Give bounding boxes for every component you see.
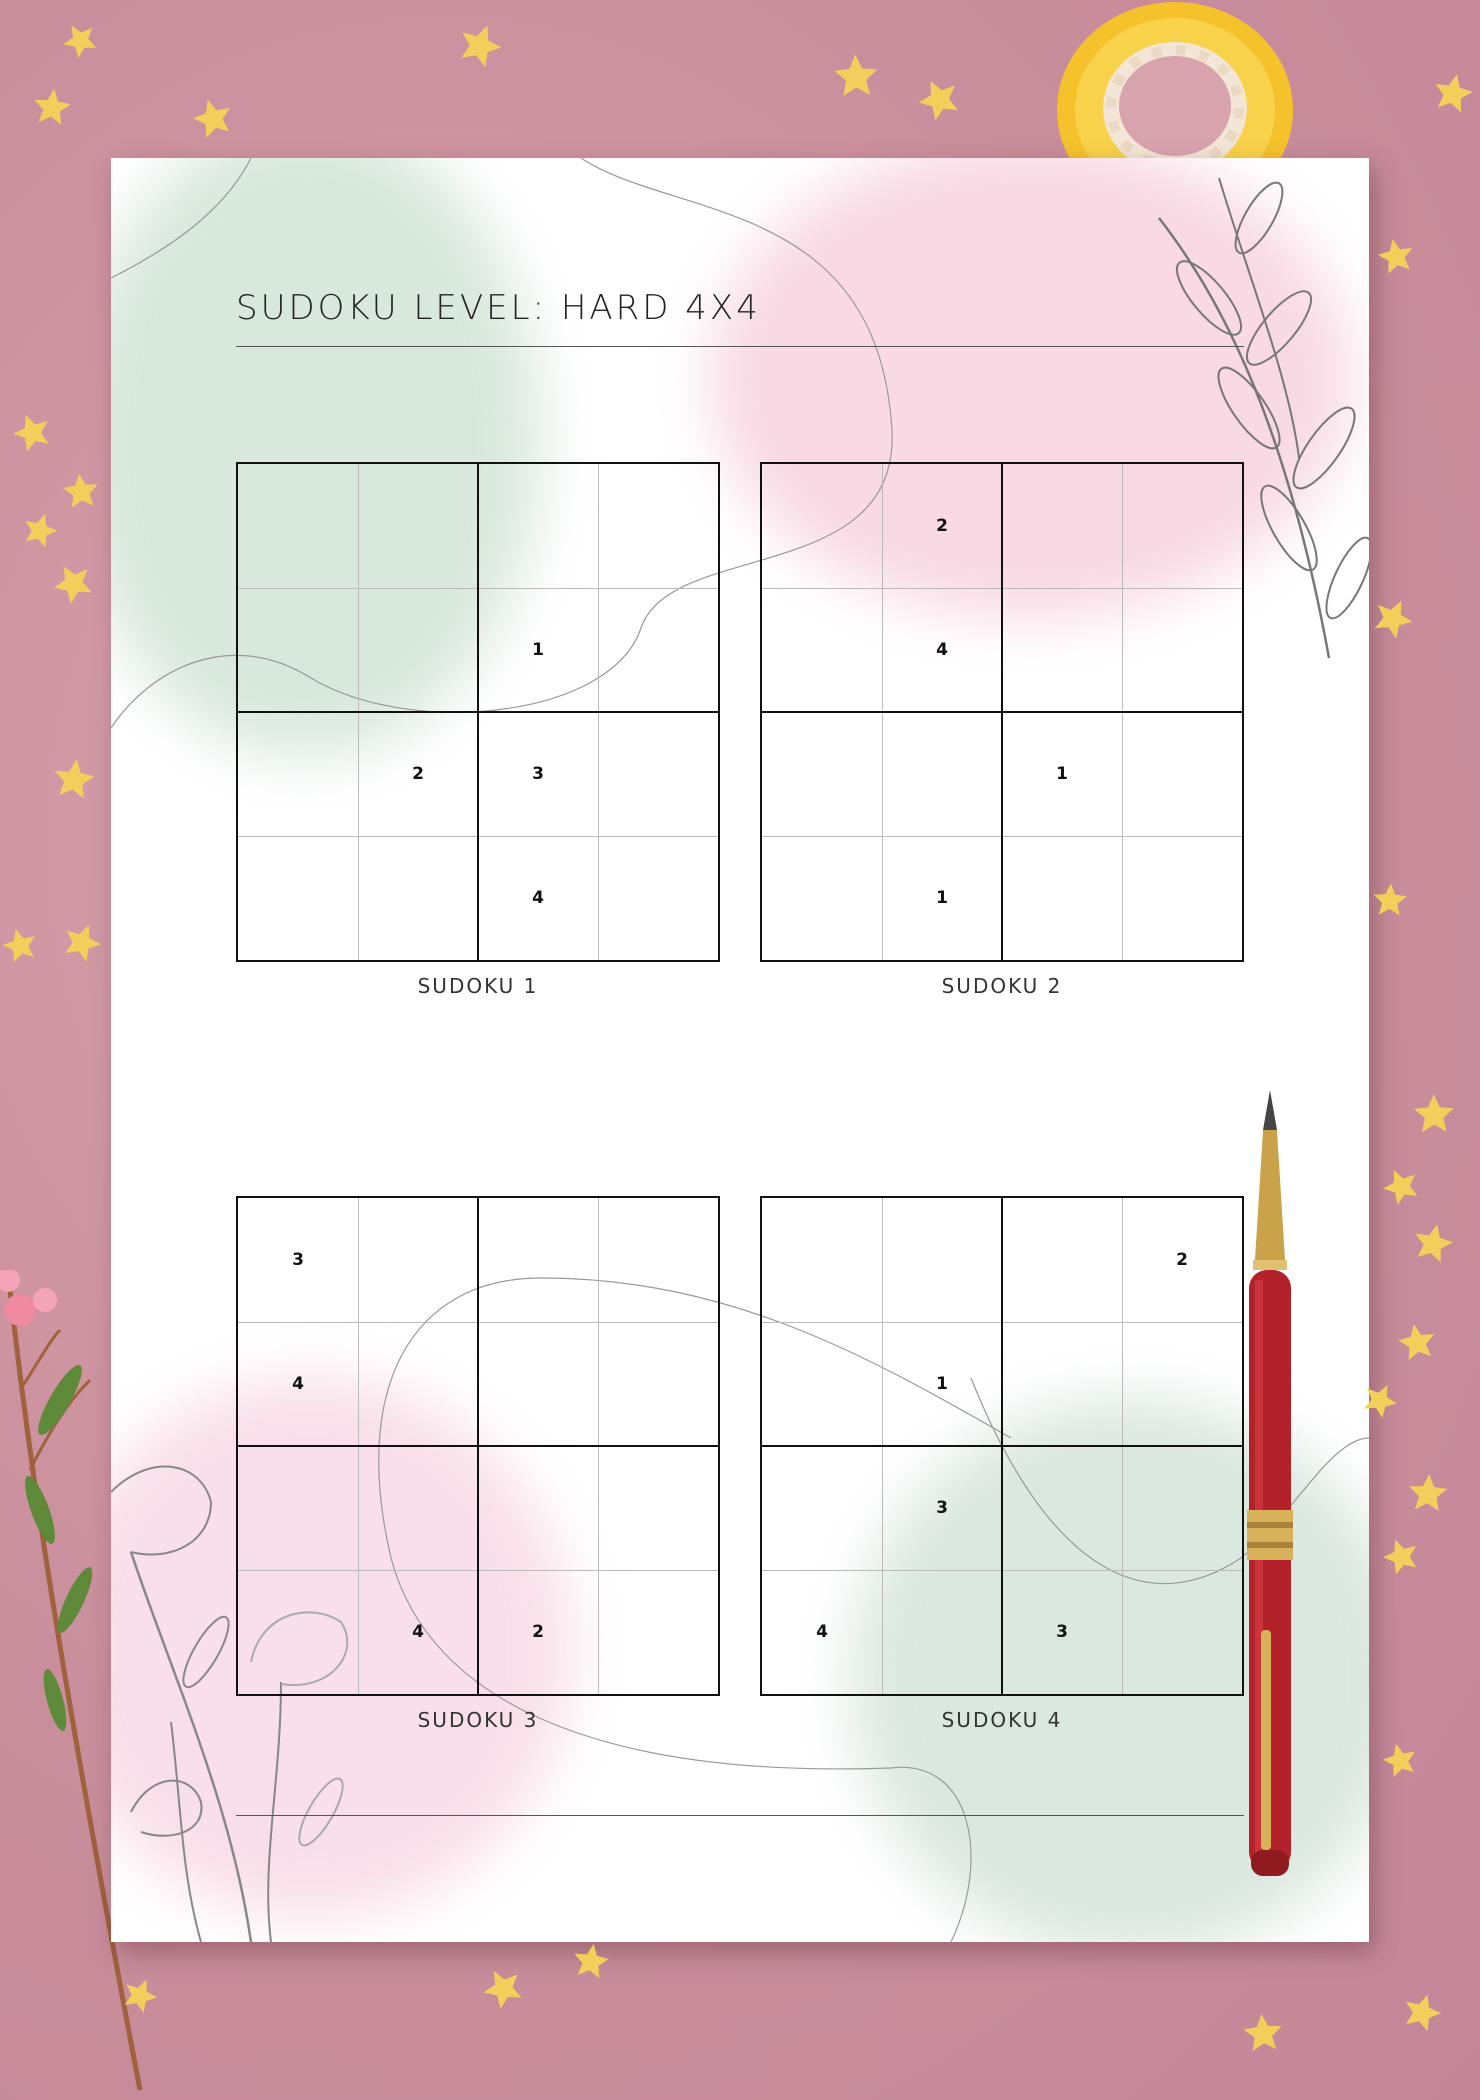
- bottom-rule: [236, 1815, 1244, 1816]
- sudoku-cell[interactable]: [598, 1198, 718, 1322]
- sudoku-cell[interactable]: [598, 464, 718, 588]
- sudoku-cell[interactable]: 3: [532, 764, 544, 784]
- sudoku-cell[interactable]: [1002, 1198, 1122, 1322]
- sudoku-cell[interactable]: [358, 836, 478, 960]
- star-icon: [27, 82, 76, 131]
- star-icon: [1376, 1736, 1424, 1784]
- star-icon: [4, 404, 60, 460]
- sudoku-cell[interactable]: [762, 1446, 882, 1570]
- sudoku-cell[interactable]: [478, 1322, 598, 1446]
- star-icon: [1410, 1090, 1459, 1139]
- sudoku-cell[interactable]: [1002, 1322, 1122, 1446]
- sudoku-cell[interactable]: [1002, 1446, 1122, 1570]
- sudoku-cell[interactable]: [1122, 712, 1242, 836]
- sudoku-cell[interactable]: [1122, 1570, 1242, 1694]
- page-title: SUDOKU LEVEL: HARD 4X4: [236, 288, 761, 328]
- sudoku-cell[interactable]: [238, 712, 358, 836]
- star-icon: [15, 505, 65, 555]
- sudoku-cell[interactable]: [762, 464, 882, 588]
- sudoku-cell[interactable]: 4: [816, 1622, 828, 1642]
- sudoku-cell[interactable]: 4: [936, 640, 948, 660]
- star-icon: [1238, 2008, 1288, 2058]
- sudoku-cell[interactable]: 4: [532, 888, 544, 908]
- sudoku-cell[interactable]: [1122, 1322, 1242, 1446]
- sudoku-caption: SUDOKU 2: [941, 974, 1063, 998]
- star-icon: [448, 13, 513, 78]
- sudoku-cell[interactable]: [358, 1322, 478, 1446]
- star-icon: [1373, 1158, 1428, 1213]
- star-icon: [1426, 66, 1480, 121]
- sudoku-grid-4: [760, 1196, 1244, 1696]
- sudoku-cell[interactable]: 2: [936, 516, 948, 536]
- sudoku-cell[interactable]: [762, 712, 882, 836]
- sudoku-cell[interactable]: [882, 1570, 1002, 1694]
- sudoku-cell[interactable]: 2: [532, 1622, 544, 1642]
- sudoku-cell[interactable]: 2: [1176, 1250, 1188, 1270]
- sudoku-cell[interactable]: [598, 712, 718, 836]
- sudoku-grid-2: [760, 462, 1244, 962]
- sudoku-cell[interactable]: [358, 464, 478, 588]
- sudoku-cell[interactable]: [598, 1570, 718, 1694]
- sudoku-cell[interactable]: [598, 836, 718, 960]
- pen-icon: [1235, 1090, 1305, 1880]
- sudoku-cell[interactable]: 1: [936, 1374, 948, 1394]
- sudoku-cell[interactable]: [238, 464, 358, 588]
- sudoku-cell[interactable]: [1122, 588, 1242, 712]
- star-icon: [1362, 587, 1424, 649]
- sudoku-cell[interactable]: 2: [412, 764, 424, 784]
- star-icon: [53, 13, 108, 68]
- star-icon: [42, 552, 105, 615]
- sudoku-caption: SUDOKU 1: [417, 974, 539, 998]
- sudoku-cell[interactable]: [478, 464, 598, 588]
- sudoku-cell[interactable]: [358, 1198, 478, 1322]
- title-underline: [236, 346, 1244, 347]
- sudoku-cell[interactable]: 3: [292, 1250, 304, 1270]
- sudoku-cell[interactable]: [762, 1322, 882, 1446]
- star-icon: [1371, 231, 1420, 280]
- sudoku-cell[interactable]: [1002, 588, 1122, 712]
- sudoku-cell[interactable]: [1002, 836, 1122, 960]
- sudoku-cell[interactable]: [762, 836, 882, 960]
- star-icon: [1369, 879, 1411, 921]
- star-icon: [1374, 1529, 1427, 1582]
- star-icon: [0, 921, 44, 970]
- sudoku-cell[interactable]: 1: [1056, 764, 1068, 784]
- worksheet-page: [111, 158, 1369, 1942]
- sudoku-cell[interactable]: [1122, 1446, 1242, 1570]
- star-icon: [185, 90, 242, 147]
- star-icon: [829, 49, 883, 103]
- star-icon: [1405, 1215, 1460, 1270]
- sudoku-cell[interactable]: 3: [1056, 1622, 1068, 1642]
- sudoku-caption: SUDOKU 4: [941, 1708, 1063, 1732]
- star-icon: [1392, 1317, 1443, 1368]
- star-icon: [1394, 1984, 1449, 2039]
- star-icon: [53, 913, 110, 970]
- sudoku-cell[interactable]: [478, 1446, 598, 1570]
- star-icon: [472, 1957, 534, 2019]
- sudoku-cell[interactable]: [238, 1446, 358, 1570]
- star-icon: [567, 1937, 615, 1985]
- sudoku-cell[interactable]: [358, 1446, 478, 1570]
- sudoku-cell[interactable]: 1: [936, 888, 948, 908]
- sudoku-cell[interactable]: [238, 1570, 358, 1694]
- sudoku-cell[interactable]: [478, 1198, 598, 1322]
- sudoku-grid-3: [236, 1196, 720, 1696]
- sudoku-cell[interactable]: [598, 1446, 718, 1570]
- star-icon: [58, 468, 104, 514]
- sudoku-cell[interactable]: [598, 1322, 718, 1446]
- sudoku-grid-1: [236, 462, 720, 962]
- sudoku-cell[interactable]: [1122, 836, 1242, 960]
- sudoku-cell[interactable]: 1: [532, 640, 544, 660]
- star-icon: [907, 67, 971, 131]
- sudoku-cell[interactable]: 4: [412, 1622, 424, 1642]
- sudoku-cell[interactable]: [882, 1198, 1002, 1322]
- sudoku-caption: SUDOKU 3: [417, 1708, 539, 1732]
- sudoku-cell[interactable]: [1002, 464, 1122, 588]
- sudoku-cell[interactable]: [238, 836, 358, 960]
- sudoku-cell[interactable]: 3: [936, 1498, 948, 1518]
- sudoku-cell[interactable]: [238, 588, 358, 712]
- star-icon: [47, 752, 101, 806]
- sudoku-cell[interactable]: 4: [292, 1374, 304, 1394]
- sudoku-cell[interactable]: [1122, 464, 1242, 588]
- sudoku-cell[interactable]: [358, 588, 478, 712]
- sudoku-cell[interactable]: [762, 1198, 882, 1322]
- sudoku-cell[interactable]: [882, 712, 1002, 836]
- star-icon: [1403, 1468, 1452, 1517]
- sudoku-cell[interactable]: [762, 588, 882, 712]
- sudoku-cell[interactable]: [598, 588, 718, 712]
